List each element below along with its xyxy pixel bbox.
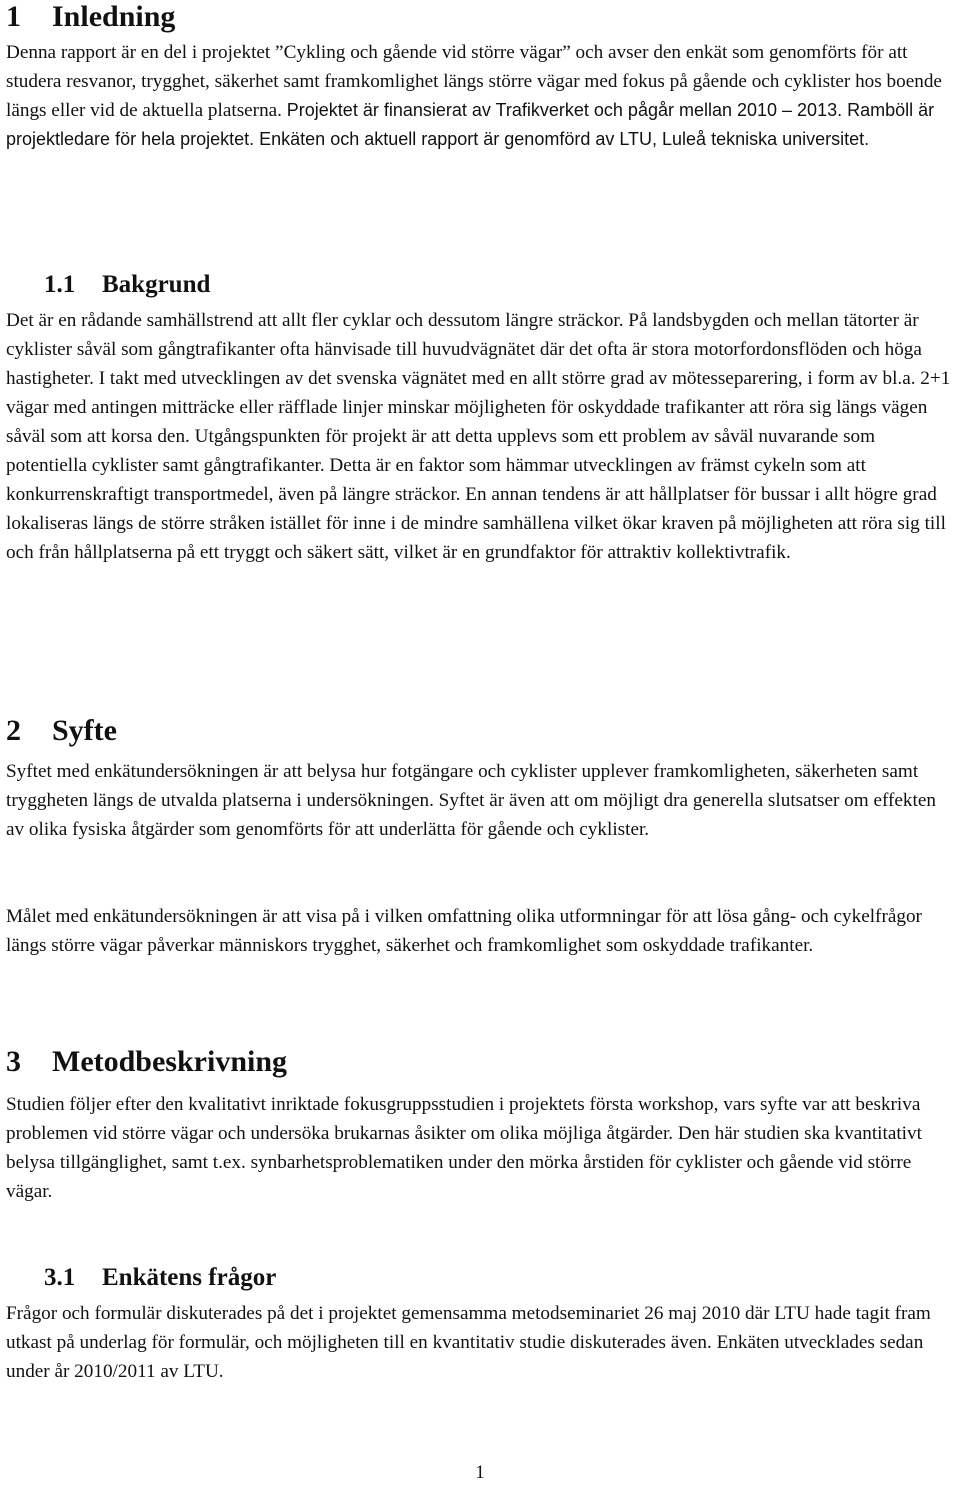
section-title: Syfte [52,714,117,747]
section-title: Metodbeskrivning [52,1045,288,1078]
section-heading-inledning [6,0,175,34]
section-heading-enkatens-fragor [44,1263,276,1293]
paragraph-text-sans: Projektet är finansierat av Trafikverket och pågår mellan 2010 – 2013. Ramböll är projektledare för hela projektet. Enkäten och aktuell rapport är genomförd av LTU, Luleå tekniska universitet. [6,100,935,149]
section-title: Inledning [52,0,176,33]
paragraph-bakgrund: Det är en rådande samhällstrend att allt fler cyklar och dessutom längre sträckor. På landsbygden och mellan tätorter är cyklister såväl som gångtrafikanter ofta hänvisade till huvudvägnätet där det ofta är stora motorfordonsflöden och höga hastigheter. I takt med utvecklingen av det svenska vägnätet med en allt större grad av mötesseparering, i form av bl.a. 2+1 vägar med antingen mitträcke eller räfflade linjer minskar möjligheten för oskyddade trafikanter att röra sig längs vägen såväl som att korsa den. Utgångspunkten för projekt är att detta upplevs som ett problem av såväl nuvarande som potentiella cyklister samt gångtrafikanter. Detta är en faktor som hämmar utvecklingen av främst cykeln som att konkurrenskraftigt transportmedel, även på längre sträckor. En annan tendens är att hållplatser för bussar i allt högre grad lokaliseras längs de större stråken istället för inne i de mindre samhällena vilket ökar kraven på möjligheten att röra sig till och från hållplatserna på ett tryggt och säkert sätt, vilket är en grundfaktor för attraktiv kollektivtrafik. [6,310,951,563]
section-heading-bakgrund [44,270,210,300]
section-number: 1.1 [44,271,76,298]
page-number: 1 [475,1462,485,1483]
section-heading-syfte [6,714,117,748]
section-number: 1 [6,0,21,33]
section-title: Bakgrund [102,271,211,298]
paragraph-syfte-1: Syftet med enkätundersökningen är att belysa hur fotgängare och cyklister upplever framkomligheten, säkerheten samt tryggheten längs de utvalda platserna i undersökningen. Syftet är även att om möjligt dra generella slutsatser om effekten av olika fysiska åtgärder som genomförts för att underlätta för gående och cyklister. [6,761,936,840]
section-heading-metodbeskrivning [6,1045,287,1079]
section-title: Enkätens frågor [102,1264,277,1291]
paragraph-enkatens-fragor: Frågor och formulär diskuterades på det i projektet gemensamma metodseminariet 26 maj 2010 där LTU hade tagit fram utkast på underlag för formulär, och möjligheten till en kvantitativ studie diskuterades även. Enkäten utvecklades sedan under år 2010/2011 av LTU. [6,1303,931,1382]
paragraph-inledning [6,38,954,154]
paragraph-syfte-2: Målet med enkätundersökningen är att visa på i vilken omfattning olika utformningar för att lösa gång- och cykelfrågor längs större vägar påverkar människors trygghet, säkerhet och framkomlighet som oskyddade trafikanter. [6,906,922,956]
section-number: 2 [6,714,21,747]
section-number: 3 [6,1045,21,1078]
paragraph-metodbeskrivning: Studien följer efter den kvalitativt inriktade fokusgruppsstudien i projektets första workshop, vars syfte var att beskriva problemen vid större vägar och undersöka brukarnas åsikter om olika möjliga åtgärder. Den här studien ska kvantitativt belysa tillgänglighet, samt t.ex. synbarhetsproblematiken under den mörka årstiden för cyklister och gående vid större vägar. [6,1094,922,1202]
section-number: 3.1 [44,1264,76,1291]
paragraph-text-serif: Denna rapport är en del i projektet ”Cykling och gående vid större vägar” och avser den enkät som genomförts för att studera resvanor, trygghet, säkerhet samt framkomlighet längs större vägar med fokus på gående och cyklister hos boende längs eller vid de aktuella platserna. [6,42,942,121]
